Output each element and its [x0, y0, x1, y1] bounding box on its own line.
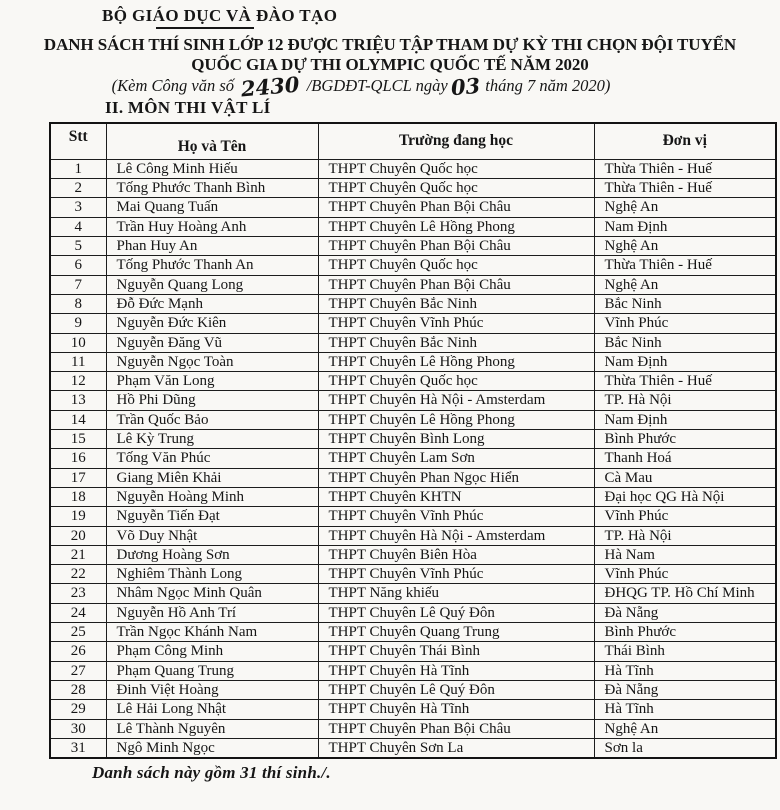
table-row [50, 487, 776, 506]
name-cell: Tống Văn Phúc [106, 449, 318, 468]
name-cell: Trần Huy Hoàng Anh [106, 217, 318, 236]
unit-cell: Hà Tĩnh [594, 700, 776, 719]
name-cell: Đinh Việt Hoàng [106, 680, 318, 699]
name-cell: Lê Hải Long Nhật [106, 700, 318, 719]
name-cell: Dương Hoàng Sơn [106, 545, 318, 564]
unit-cell: Nam Định [594, 410, 776, 429]
name-cell: Trần Quốc Bảo [106, 410, 318, 429]
name-cell: Nghiêm Thành Long [106, 565, 318, 584]
school-cell: THPT Chuyên Lê Hồng Phong [318, 217, 594, 236]
subtitle-suffix: tháng 7 năm 2020) [485, 76, 611, 95]
table-row [50, 584, 776, 603]
unit-cell: Đại học QG Hà Nội [594, 487, 776, 506]
name-cell: Ngô Minh Ngọc [106, 738, 318, 758]
table-row [50, 314, 776, 333]
unit-cell: Thanh Hoá [594, 449, 776, 468]
school-cell: THPT Chuyên Lê Quý Đôn [318, 680, 594, 699]
stt-cell: 22 [50, 565, 106, 584]
unit-cell: Nghệ An [594, 275, 776, 294]
unit-cell: Nam Định [594, 217, 776, 236]
school-cell: THPT Chuyên Bắc Ninh [318, 294, 594, 313]
school-cell: THPT Chuyên Lê Hồng Phong [318, 410, 594, 429]
name-cell: Đỗ Đức Mạnh [106, 294, 318, 313]
table-row [50, 410, 776, 429]
column-header-school: Trường đang học [318, 123, 594, 160]
school-cell: THPT Chuyên Bắc Ninh [318, 333, 594, 352]
table-row [50, 237, 776, 256]
name-cell: Võ Duy Nhật [106, 526, 318, 545]
stt-cell: 13 [50, 391, 106, 410]
table-row [50, 603, 776, 622]
stt-cell: 29 [50, 700, 106, 719]
school-cell: THPT Chuyên Thái Bình [318, 642, 594, 661]
name-cell: Phan Huy An [106, 237, 318, 256]
unit-cell: Thừa Thiên - Huế [594, 372, 776, 391]
stt-cell: 7 [50, 275, 106, 294]
handwritten-doc-number: 2430 [240, 71, 301, 102]
name-cell: Nguyễn Đăng Vũ [106, 333, 318, 352]
table-row [50, 565, 776, 584]
name-cell: Lê Kỳ Trung [106, 430, 318, 449]
name-cell: Giang Miên Khải [106, 468, 318, 487]
stt-cell: 2 [50, 179, 106, 198]
table-row [50, 738, 776, 758]
school-cell: THPT Chuyên Phan Ngọc Hiển [318, 468, 594, 487]
school-cell: THPT Chuyên Quốc học [318, 372, 594, 391]
table-row [50, 700, 776, 719]
stt-cell: 14 [50, 410, 106, 429]
unit-cell: Nghệ An [594, 198, 776, 217]
unit-cell: Thừa Thiên - Huế [594, 159, 776, 178]
table-row [50, 333, 776, 352]
unit-cell: Cà Mau [594, 468, 776, 487]
school-cell: THPT Chuyên Phan Bội Châu [318, 719, 594, 738]
school-cell: THPT Chuyên Hà Nội - Amsterdam [318, 391, 594, 410]
unit-cell: Bình Phước [594, 430, 776, 449]
unit-cell: Thừa Thiên - Huế [594, 256, 776, 275]
stt-cell: 9 [50, 314, 106, 333]
table-row [50, 719, 776, 738]
unit-cell: Nghệ An [594, 719, 776, 738]
school-cell: THPT Chuyên Quốc học [318, 179, 594, 198]
table-row [50, 468, 776, 487]
stt-cell: 4 [50, 217, 106, 236]
column-header-stt: Stt [50, 123, 106, 160]
unit-cell: Nam Định [594, 352, 776, 371]
unit-cell: Vĩnh Phúc [594, 565, 776, 584]
table-row [50, 623, 776, 642]
stt-cell: 16 [50, 449, 106, 468]
stt-cell: 19 [50, 507, 106, 526]
table-row [50, 391, 776, 410]
school-cell: THPT Chuyên Quốc học [318, 256, 594, 275]
table-row [50, 526, 776, 545]
unit-cell: Bắc Ninh [594, 333, 776, 352]
name-cell: Nguyễn Tiến Đạt [106, 507, 318, 526]
school-cell: THPT Chuyên KHTN [318, 487, 594, 506]
table-row [50, 159, 776, 178]
unit-cell: Vĩnh Phúc [594, 507, 776, 526]
table-row [50, 256, 776, 275]
table-row [50, 545, 776, 564]
name-cell: Phạm Văn Long [106, 372, 318, 391]
name-cell: Lê Công Minh Hiếu [106, 159, 318, 178]
school-cell: THPT Chuyên Lê Hồng Phong [318, 352, 594, 371]
table-row [50, 179, 776, 198]
unit-cell: Vĩnh Phúc [594, 314, 776, 333]
unit-cell: Thừa Thiên - Huế [594, 179, 776, 198]
school-cell: THPT Chuyên Lê Quý Đôn [318, 603, 594, 622]
unit-cell: Bắc Ninh [594, 294, 776, 313]
school-cell: THPT Chuyên Lam Sơn [318, 449, 594, 468]
document-title [0, 35, 780, 75]
stt-cell: 21 [50, 545, 106, 564]
unit-cell: Đà Nẵng [594, 603, 776, 622]
name-cell: Trần Ngọc Khánh Nam [106, 623, 318, 642]
stt-cell: 30 [50, 719, 106, 738]
name-cell: Nguyễn Quang Long [106, 275, 318, 294]
table-row [50, 275, 776, 294]
stt-cell: 10 [50, 333, 106, 352]
name-cell: Tống Phước Thanh An [106, 256, 318, 275]
school-cell: THPT Chuyên Quốc học [318, 159, 594, 178]
stt-cell: 15 [50, 430, 106, 449]
unit-cell: ĐHQG TP. Hồ Chí Minh [594, 584, 776, 603]
name-cell: Mai Quang Tuấn [106, 198, 318, 217]
school-cell: THPT Chuyên Vĩnh Phúc [318, 314, 594, 333]
table-row [50, 680, 776, 699]
stt-cell: 25 [50, 623, 106, 642]
table-row [50, 430, 776, 449]
school-cell: THPT Chuyên Hà Nội - Amsterdam [318, 526, 594, 545]
unit-cell: Bình Phước [594, 623, 776, 642]
name-cell: Phạm Công Minh [106, 642, 318, 661]
subtitle-mid: /BGDĐT-QLCL ngày [306, 76, 448, 95]
school-cell: THPT Chuyên Vĩnh Phúc [318, 507, 594, 526]
title-line-2: QUỐC GIA DỰ THI OLYMPIC QUỐC TẾ NĂM 2020 [191, 55, 589, 74]
stt-cell: 20 [50, 526, 106, 545]
table-row [50, 642, 776, 661]
org-underline [156, 27, 254, 29]
name-cell: Nguyễn Đức Kiên [106, 314, 318, 333]
stt-cell: 24 [50, 603, 106, 622]
stt-cell: 1 [50, 159, 106, 178]
stt-cell: 3 [50, 198, 106, 217]
table-row [50, 217, 776, 236]
unit-cell: TP. Hà Nội [594, 526, 776, 545]
unit-cell: Nghệ An [594, 237, 776, 256]
subtitle-prefix: (Kèm Công văn số [111, 76, 234, 95]
handwritten-day-number: 03 [449, 72, 482, 101]
unit-cell: TP. Hà Nội [594, 391, 776, 410]
unit-cell: Thái Bình [594, 642, 776, 661]
unit-cell: Đà Nẵng [594, 680, 776, 699]
table-row [50, 507, 776, 526]
stt-cell: 5 [50, 237, 106, 256]
table-row [50, 661, 776, 680]
name-cell: Lê Thành Nguyên [106, 719, 318, 738]
table-row [50, 294, 776, 313]
column-header-name: Họ và Tên [106, 123, 318, 160]
stt-cell: 11 [50, 352, 106, 371]
school-cell: THPT Chuyên Quang Trung [318, 623, 594, 642]
table-row [50, 198, 776, 217]
school-cell: THPT Năng khiếu [318, 584, 594, 603]
section-heading: II. MÔN THI VẬT LÍ [105, 97, 271, 117]
name-cell: Nguyễn Hồ Anh Trí [106, 603, 318, 622]
unit-cell: Hà Tĩnh [594, 661, 776, 680]
stt-cell: 12 [50, 372, 106, 391]
school-cell: THPT Chuyên Hà Tĩnh [318, 661, 594, 680]
name-cell: Nhâm Ngọc Minh Quân [106, 584, 318, 603]
table-row [50, 449, 776, 468]
title-line-1: DANH SÁCH THÍ SINH LỚP 12 ĐƯỢC TRIỆU TẬP THAM DỰ KỲ THI CHỌN ĐỘI TUYỂN [43, 35, 737, 54]
name-cell: Hồ Phi Dũng [106, 391, 318, 410]
school-cell: THPT Chuyên Phan Bội Châu [318, 237, 594, 256]
school-cell: THPT Chuyên Sơn La [318, 738, 594, 758]
stt-cell: 18 [50, 487, 106, 506]
stt-cell: 28 [50, 680, 106, 699]
table-header-row [50, 123, 776, 160]
unit-cell: Hà Nam [594, 545, 776, 564]
school-cell: THPT Chuyên Bình Long [318, 430, 594, 449]
column-header-unit: Đơn vị [594, 123, 776, 160]
students-table [49, 122, 777, 759]
stt-cell: 27 [50, 661, 106, 680]
table-row [50, 352, 776, 371]
school-cell: THPT Chuyên Phan Bội Châu [318, 275, 594, 294]
stt-cell: 6 [50, 256, 106, 275]
school-cell: THPT Chuyên Phan Bội Châu [318, 198, 594, 217]
table-row [50, 372, 776, 391]
unit-cell: Sơn la [594, 738, 776, 758]
subtitle-reference-line [0, 71, 780, 102]
name-cell: Nguyễn Ngọc Toàn [106, 352, 318, 371]
stt-cell: 26 [50, 642, 106, 661]
school-cell: THPT Chuyên Biên Hòa [318, 545, 594, 564]
school-cell: THPT Chuyên Hà Tĩnh [318, 700, 594, 719]
stt-cell: 31 [50, 738, 106, 758]
stt-cell: 17 [50, 468, 106, 487]
name-cell: Nguyễn Hoàng Minh [106, 487, 318, 506]
name-cell: Phạm Quang Trung [106, 661, 318, 680]
name-cell: Tống Phước Thanh Bình [106, 179, 318, 198]
stt-cell: 8 [50, 294, 106, 313]
students-table-body [50, 159, 776, 758]
org-name: BỘ GIÁO DỤC VÀ ĐÀO TẠO [102, 6, 338, 25]
stt-cell: 23 [50, 584, 106, 603]
school-cell: THPT Chuyên Vĩnh Phúc [318, 565, 594, 584]
footer-note: Danh sách này gồm 31 thí sinh./. [92, 763, 331, 783]
